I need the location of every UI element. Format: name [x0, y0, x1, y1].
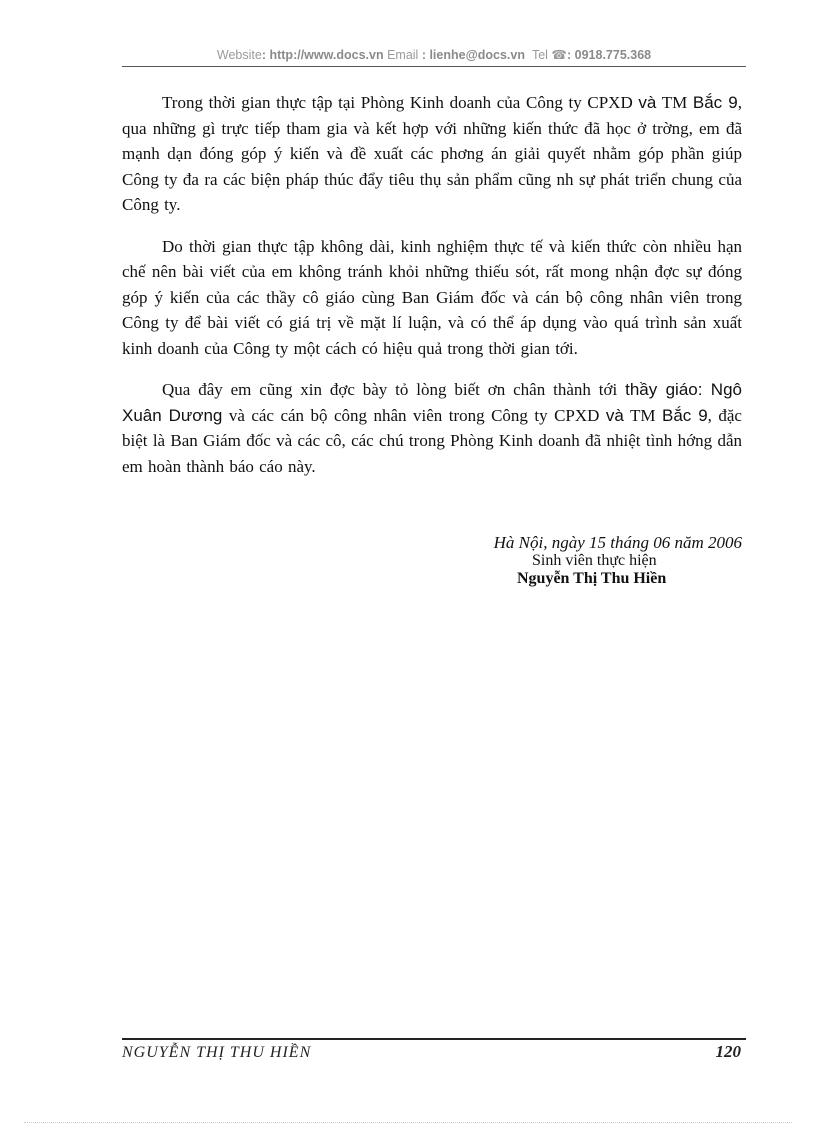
footer-divider [122, 1038, 746, 1040]
website-link[interactable]: http://www.docs.vn [269, 48, 384, 62]
page-number: 120 [715, 1042, 741, 1061]
paragraph-1: Trong thời gian thực tập tại Phòng Kinh doanh của Công ty CPXD và TM Bắc 9, qua những gì trực tiếp tham gia và kết hợp với những kiến thức đã học ở trờng, em đã mạnh dạn đóng góp ý kiến và đề xuất các phơng án giải quyết nhằm góp phần giúp Công ty đa ra các biện pháp thúc đẩy tiêu thụ sản phẩm cũng nh sự phát triển chung của Công ty. [122, 93, 742, 214]
paragraph-2: Do thời gian thực tập không dài, kinh nghiệm thực tế và kiến thức còn nhiều hạn chế nên bài viết của em không tránh khỏi những thiếu sót, rất mong nhận đợc sự đóng góp ý kiến của các thầy cô giáo cùng Ban Giám đốc và cán bộ công nhân viên trong Công ty để bài viết có giá trị về mặt lí luận, và có thể áp dụng vào quá trình sản xuất kinh doanh của Công ty một cách có hiệu quả trong thời gian tới. [122, 236, 742, 358]
signature-date: Hà Nội, ngày 15 tháng 06 năm 2006 [493, 533, 742, 552]
paragraph-3: Qua đây em cũng xin đợc bày tỏ lòng biết ơn chân thành tới thầy giáo: Ngô Xuân Dương và các cán bộ công nhân viên trong Công ty CPXD và TM Bắc 9, đặc biệt là Ban Giám đốc và các cô, các chú trong Phòng Kinh doanh đã nhiệt tình hớng dẫn em hoàn thành báo cáo này. [122, 380, 742, 476]
phone-icon: ☎ [551, 48, 567, 62]
tel-number: 0918.775.368 [574, 48, 652, 62]
footer-author: NGUYỄN THỊ THU HIỀN [122, 1044, 312, 1061]
document-body [122, 90, 742, 495]
tel-label: Tel [531, 48, 548, 62]
email-link[interactable]: lienhe@docs.vn [429, 48, 525, 62]
website-label: Website [216, 48, 262, 62]
signature-block [122, 533, 742, 587]
signature-name: Nguyễn Thị Thu Hiền [517, 570, 667, 587]
page-header: Website: http://www.docs.vn Email : lienhe@docs.vn Tel ☎: 0918.775.368 [216, 48, 652, 62]
email-label: Email [387, 48, 419, 62]
signature-role: Sinh viên thực hiện [532, 552, 657, 569]
header-divider [122, 66, 746, 67]
